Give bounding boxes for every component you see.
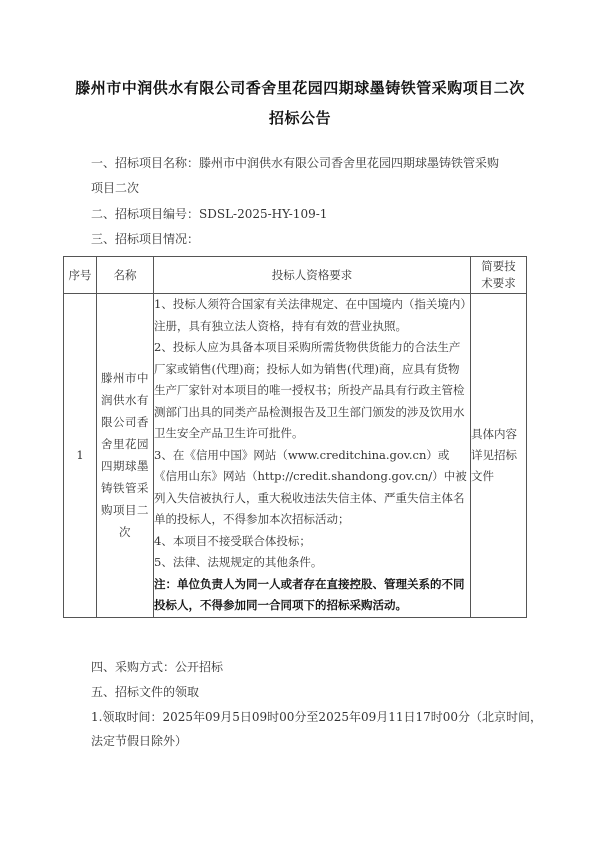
section-project-name: 一、招标项目名称：滕州市中润供水有限公司香舍里花园四期球墨铸铁管采购	[91, 156, 500, 170]
row-no: 1	[64, 294, 97, 618]
table-row	[64, 294, 527, 618]
header-requirements: 投标人资格要求	[154, 257, 471, 294]
requirement-note: 注：单位负责人为同一人或者存在直接控股、管理关系的不同投标人，不得参加同一合同项下的招标采购活动。	[154, 576, 465, 612]
section-project-status: 三、招标项目情况：	[91, 232, 200, 246]
section-project-name-cont: 项目二次	[91, 181, 140, 195]
header-tech: 简要技术要求	[471, 257, 527, 294]
document-title-line1: 滕州市中润供水有限公司香舍里花园四期球墨铸铁管采购项目二次	[75, 79, 525, 97]
requirement-item: 3、在《信用中国》网站（www.creditchina.gov.cn）或《信用山东》网站（http://credit.shandong.gov.cn/）中被列入失信被执行人，重大税收违法失信主体、严重失信主体名单的投标人，不得参加本次招标活动；	[154, 447, 467, 526]
requirement-item: 2、投标人应为具备本项目采购所需货物供货能力的合法生产厂家或销售(代理)商；投标人如为销售(代理)商，应具有货物生产厂家针对本项目的唯一授权书；所投产品具有行政主管检测部门出具的同类产品检测报告及卫生部门颁发的涉及饮用水卫生安全产品卫生许可批件。	[154, 340, 465, 440]
document-title-line2: 招标公告	[268, 109, 331, 127]
requirement-item: 5、法律、法规规定的其他条件。	[154, 555, 323, 569]
row-name: 滕州市中润供水有限公司香舍里花园四期球墨铸铁管采购项目二次	[97, 294, 154, 618]
table-header-row	[64, 257, 527, 294]
project-table	[63, 256, 527, 618]
requirement-item: 1、投标人须符合国家有关法律规定、在中国境内（指关境内）注册，具有独立法人资格，持有有效的营业执照。	[154, 297, 467, 333]
requirement-item: 4、本项目不接受联合体投标；	[154, 533, 311, 548]
row-tech-requirements: 具体内容详见招标文件	[471, 294, 527, 618]
collection-time-cont: 法定节假日除外）	[91, 734, 188, 748]
section-document-collection: 五、招标文件的领取	[91, 685, 200, 699]
section-procurement-method: 四、采购方式：公开招标	[91, 660, 224, 674]
header-name: 名称	[97, 257, 154, 294]
header-no: 序号	[64, 257, 97, 294]
row-requirements	[154, 294, 471, 618]
collection-time: 1.领取时间：2025年09月5日09时00分至2025年09月11日17时00分（北京时间，	[91, 710, 543, 724]
section-project-number: 二、招标项目编号：SDSL-2025-HY-109-1	[91, 207, 328, 221]
